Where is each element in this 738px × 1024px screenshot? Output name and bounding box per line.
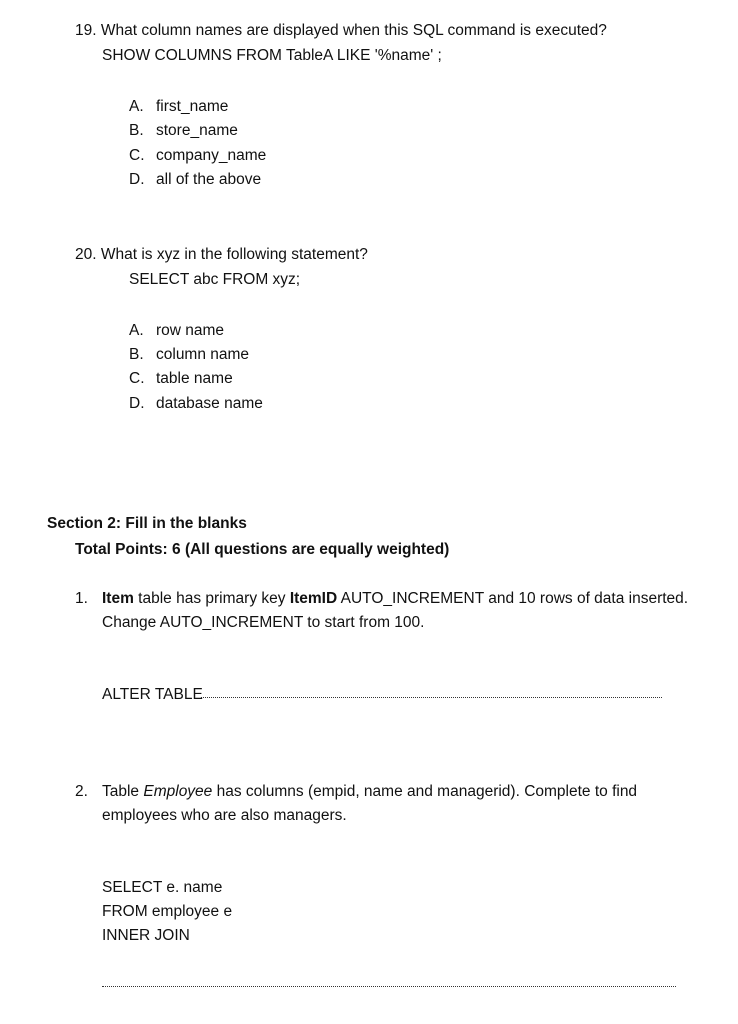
q19-option-d: all of the above <box>156 171 262 188</box>
q19-option-a-letter: A. <box>129 98 144 115</box>
section2-title: Section 2: Fill in the blanks <box>47 515 247 532</box>
q20-option-a: row name <box>156 322 225 339</box>
q20-option-b: column name <box>156 346 250 363</box>
q20-option-a-letter: A. <box>129 322 144 339</box>
q20-option-d: database name <box>156 395 263 412</box>
q19-option-d-letter: D. <box>129 171 145 188</box>
q19-question: 19. What column names are displayed when this SQL command is executed? <box>75 22 607 39</box>
fill-q1-text1: table has primary key <box>133 590 290 607</box>
fill-q2-answer-blank[interactable] <box>102 984 676 987</box>
fill-q2-code-line-1: SELECT e. name <box>102 879 223 896</box>
fill-q2-code-line-2: FROM employee e <box>102 903 233 920</box>
fill-q2-number: 2. <box>75 783 88 800</box>
q20-code: SELECT abc FROM xyz; <box>129 271 301 288</box>
q19-option-c-letter: C. <box>129 147 145 164</box>
fill-q1-bold-itemid: ItemID <box>289 590 338 607</box>
fill-q1-text2: AUTO_INCREMENT and 10 rows of data inserted. <box>337 590 689 607</box>
fill-q2-text2: has columns (empid, name and managerid). Complete to find <box>212 783 638 800</box>
fill-q2-italic-employee: Employee <box>143 783 213 800</box>
fill-q1-number: 1. <box>75 590 88 607</box>
q20-option-c: table name <box>156 370 233 387</box>
fill-q2-text1: Table <box>102 783 144 800</box>
fill-q2-code-line-3: INNER JOIN <box>102 927 190 944</box>
q19-option-a: first_name <box>156 98 229 115</box>
fill-q2-line2: employees who are also managers. <box>102 807 347 824</box>
q19-option-c: company_name <box>156 147 267 164</box>
fill-q2-line1 <box>102 782 637 802</box>
section2-points: Total Points: 6 (All questions are equally weighted) <box>75 541 450 558</box>
fill-q1-line1 <box>102 589 688 609</box>
fill-q1-line2: Change AUTO_INCREMENT to start from 100. <box>102 614 425 631</box>
q20-option-d-letter: D. <box>129 395 145 412</box>
q19-option-b: store_name <box>156 122 238 139</box>
fill-q1-answer-prefix: ALTER TABLE <box>102 686 203 703</box>
fill-q1-answer-blank[interactable] <box>201 695 662 698</box>
q20-option-b-letter: B. <box>129 346 144 363</box>
q19-option-b-letter: B. <box>129 122 144 139</box>
q20-question: 20. What is xyz in the following statement? <box>75 246 368 263</box>
q19-code: SHOW COLUMNS FROM TableA LIKE '%name' ; <box>102 47 442 64</box>
q20-option-c-letter: C. <box>129 370 145 387</box>
fill-q1-bold-item: Item <box>102 590 134 607</box>
